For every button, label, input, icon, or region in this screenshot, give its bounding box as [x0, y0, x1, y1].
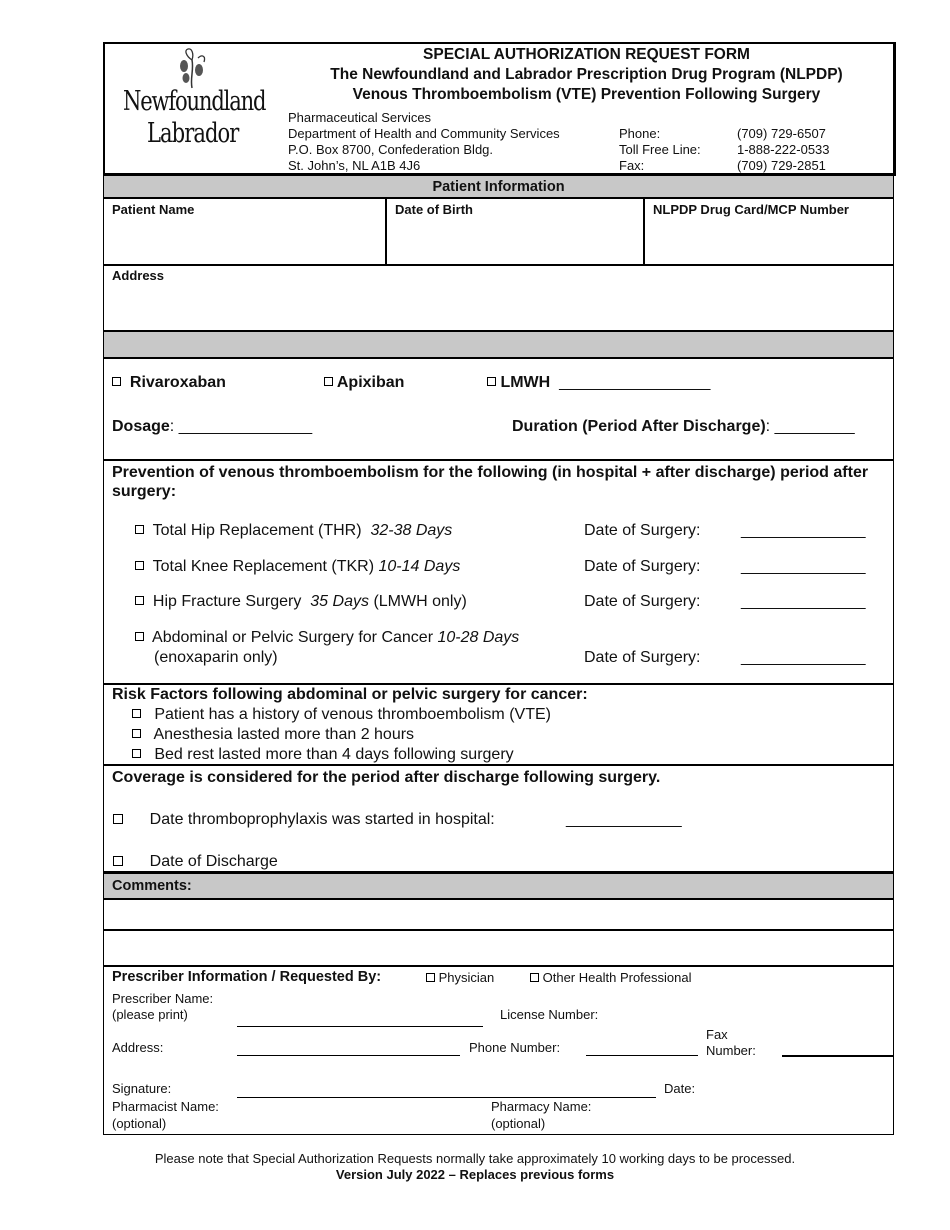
physician-option[interactable]	[426, 970, 494, 985]
risk-bedrest-label: Bed rest lasted more than 4 days following surgery	[154, 746, 514, 763]
logo-line-1: Newfoundland	[123, 86, 266, 117]
fax-value: (709) 729-2851	[737, 158, 826, 173]
form-left-border	[103, 176, 104, 1135]
fax-number-line[interactable]	[782, 1055, 893, 1057]
tollfree-value: 1-888-222-0533	[737, 142, 830, 157]
hip-fracture-note: (LMWH only)	[373, 593, 467, 610]
thr-date-blank[interactable]: ______________	[741, 522, 866, 539]
logo-line-2: Labrador	[147, 118, 239, 149]
cancer-surgery-label: Abdominal or Pelvic Surgery for Cancer	[152, 629, 434, 646]
divider	[643, 198, 645, 265]
cancer-surgery-note: (enoxaparin only)	[154, 649, 278, 666]
prescriber-address-label: Address:	[112, 1040, 164, 1055]
prescriber-address-line[interactable]	[237, 1055, 460, 1056]
pharmacy-label-2: (optional)	[491, 1116, 546, 1131]
duration-row	[512, 418, 855, 436]
divider	[103, 197, 894, 199]
apixiban-checkbox[interactable]	[324, 377, 333, 386]
tkr-label: Total Knee Replacement (TKR)	[152, 558, 375, 575]
pharmacist-label-2: (optional)	[112, 1116, 167, 1131]
cancer-surgery-date-blank[interactable]: ______________	[741, 649, 866, 666]
divider	[103, 459, 894, 461]
tollfree-label: Toll Free Line:	[619, 142, 701, 157]
physician-label: Physician	[438, 970, 495, 985]
drug-card-label: NLPDP Drug Card/MCP Number	[653, 202, 849, 217]
cancer-surgery-checkbox[interactable]	[135, 632, 144, 641]
drug-card-field[interactable]	[646, 218, 891, 263]
address-field[interactable]	[105, 284, 891, 329]
divider	[103, 929, 894, 931]
lmwh-label: LMWH	[500, 374, 551, 391]
comments-bar	[104, 874, 893, 898]
risk-anesthesia-checkbox[interactable]	[132, 729, 141, 738]
duration-blank[interactable]: : _________	[765, 418, 855, 435]
signature-line[interactable]	[237, 1097, 656, 1098]
other-professional-checkbox[interactable]	[530, 973, 539, 982]
cancer-surgery-days: 10-28 Days	[437, 629, 520, 646]
phone-number-label: Phone Number:	[469, 1040, 561, 1055]
lmwh-checkbox[interactable]	[487, 377, 496, 386]
processing-note: Please note that Special Authorization Requests normally take approximately 10 working days to be processed.	[154, 1151, 796, 1166]
phone-number-line[interactable]	[586, 1055, 698, 1056]
hip-fracture-date-blank[interactable]: ______________	[741, 593, 866, 610]
risk-vte-checkbox[interactable]	[132, 709, 141, 718]
started-option[interactable]	[113, 811, 495, 829]
prescriber-name-label-2: (please print)	[112, 1007, 188, 1022]
form-bottom-border	[103, 1134, 894, 1135]
discharge-option[interactable]	[113, 853, 278, 871]
divider	[103, 357, 894, 359]
rivaroxaban-checkbox[interactable]	[112, 377, 121, 386]
cancer-surgery-date-label: Date of Surgery:	[584, 649, 701, 666]
tkr-date-blank[interactable]: ______________	[741, 558, 866, 575]
comments-field-2[interactable]	[105, 932, 891, 965]
pitcher-plant-icon	[172, 48, 212, 90]
hip-fracture-label: Hip Fracture Surgery	[152, 593, 302, 610]
hip-fracture-checkbox[interactable]	[135, 596, 144, 605]
thr-label: Total Hip Replacement (THR)	[152, 522, 362, 539]
divider	[103, 264, 894, 266]
risk-vte-label: Patient has a history of venous thromboembolism (VTE)	[154, 706, 551, 723]
apixiban-label: Apixiban	[336, 374, 405, 391]
phone-value: (709) 729-6507	[737, 126, 826, 141]
header-right-border	[893, 42, 896, 176]
dosage-label: Dosage	[112, 418, 170, 435]
thr-option[interactable]	[135, 522, 452, 540]
dept-line-3: P.O. Box 8700, Confederation Bldg.	[288, 142, 494, 157]
rivaroxaban-label: Rivaroxaban	[129, 374, 226, 391]
started-blank[interactable]: _____________	[566, 811, 682, 828]
discharge-label: Date of Discharge	[149, 853, 278, 870]
risk-bedrest-checkbox[interactable]	[132, 749, 141, 758]
thr-checkbox[interactable]	[135, 525, 144, 534]
tkr-checkbox[interactable]	[135, 561, 144, 570]
nl-logo	[120, 48, 266, 153]
license-label: License Number:	[500, 1007, 599, 1022]
header-left-border	[103, 42, 105, 176]
patient-section-title: Patient Information	[432, 179, 565, 195]
dept-line-1: Pharmaceutical Services	[288, 110, 432, 125]
version-note: Version July 2022 – Replaces previous forms	[335, 1167, 615, 1182]
risk-item-vte[interactable]	[132, 706, 551, 724]
risk-anesthesia-label: Anesthesia lasted more than 2 hours	[153, 726, 415, 743]
started-label: Date thromboprophylaxis was started in hospital:	[149, 811, 495, 828]
physician-checkbox[interactable]	[426, 973, 435, 982]
coverage-heading: Coverage is considered for the period after discharge following surgery.	[112, 769, 661, 786]
header-top-border	[103, 42, 896, 44]
rivaroxaban-option[interactable]	[112, 374, 226, 392]
pharmacist-label-1: Pharmacist Name:	[112, 1099, 219, 1114]
lmwh-blank[interactable]: _________________	[559, 374, 711, 391]
comments-field-1[interactable]	[105, 901, 891, 929]
tkr-option[interactable]	[135, 558, 460, 576]
fax-label: Fax:	[619, 158, 645, 173]
pharmacy-label-1: Pharmacy Name:	[491, 1099, 592, 1114]
dosage-row	[112, 418, 312, 436]
started-checkbox[interactable]	[113, 814, 123, 824]
form-right-border	[893, 176, 894, 1135]
risk-item-anesthesia[interactable]	[132, 726, 414, 744]
hip-fracture-option[interactable]	[135, 593, 467, 611]
thr-date-label: Date of Surgery:	[584, 522, 701, 539]
form-title: SPECIAL AUTHORIZATION REQUEST FORM	[423, 46, 750, 63]
lmwh-option[interactable]	[487, 374, 710, 392]
discharge-checkbox[interactable]	[113, 856, 123, 866]
dob-label: Date of Birth	[395, 202, 473, 217]
apixiban-option[interactable]	[324, 374, 404, 392]
comments-label: Comments:	[112, 878, 192, 894]
fax-number-label-2: Number:	[706, 1043, 756, 1058]
hip-fracture-date-label: Date of Surgery:	[584, 593, 701, 610]
thr-days: 32-38 Days	[370, 522, 453, 539]
fax-number-label-1: Fax	[706, 1027, 728, 1042]
address-label: Address	[112, 268, 165, 283]
prescriber-name-label-1: Prescriber Name:	[112, 991, 214, 1006]
risk-item-bedrest[interactable]	[132, 746, 514, 764]
divider	[103, 683, 894, 685]
patient-name-label: Patient Name	[112, 202, 195, 217]
dept-line-4: St. John’s, NL A1B 4J6	[288, 158, 421, 173]
other-professional-label: Other Health Professional	[542, 970, 692, 985]
date-label: Date:	[664, 1081, 696, 1096]
phone-label: Phone:	[619, 126, 661, 141]
hip-fracture-days: 35 Days	[310, 593, 369, 610]
signature-label: Signature:	[112, 1081, 172, 1096]
form-subtitle: Venous Thromboembolism (VTE) Prevention Following Surgery	[352, 86, 821, 103]
dob-field[interactable]	[388, 218, 642, 263]
drug-section-bar	[104, 332, 893, 357]
tkr-days: 10-14 Days	[378, 558, 461, 575]
other-professional-option[interactable]	[530, 970, 691, 985]
divider	[103, 764, 894, 766]
prevention-heading: Prevention of venous thromboembolism for the following (in hospital + after discharge) period after surgery:	[112, 464, 869, 500]
divider	[385, 198, 387, 265]
prescriber-heading: Prescriber Information / Requested By:	[112, 969, 382, 985]
prescriber-name-line[interactable]	[237, 1026, 483, 1027]
dept-line-2: Department of Health and Community Services	[288, 126, 560, 141]
risk-heading: Risk Factors following abdominal or pelvic surgery for cancer:	[112, 686, 588, 703]
cancer-surgery-option[interactable]	[135, 629, 519, 647]
patient-name-field[interactable]	[105, 218, 385, 263]
divider	[103, 898, 894, 900]
tkr-date-label: Date of Surgery:	[584, 558, 701, 575]
duration-label: Duration (Period After Discharge)	[512, 418, 766, 435]
program-title: The Newfoundland and Labrador Prescription Drug Program (NLPDP)	[330, 66, 843, 83]
divider	[103, 965, 894, 967]
dosage-blank[interactable]: : _______________	[169, 418, 313, 435]
